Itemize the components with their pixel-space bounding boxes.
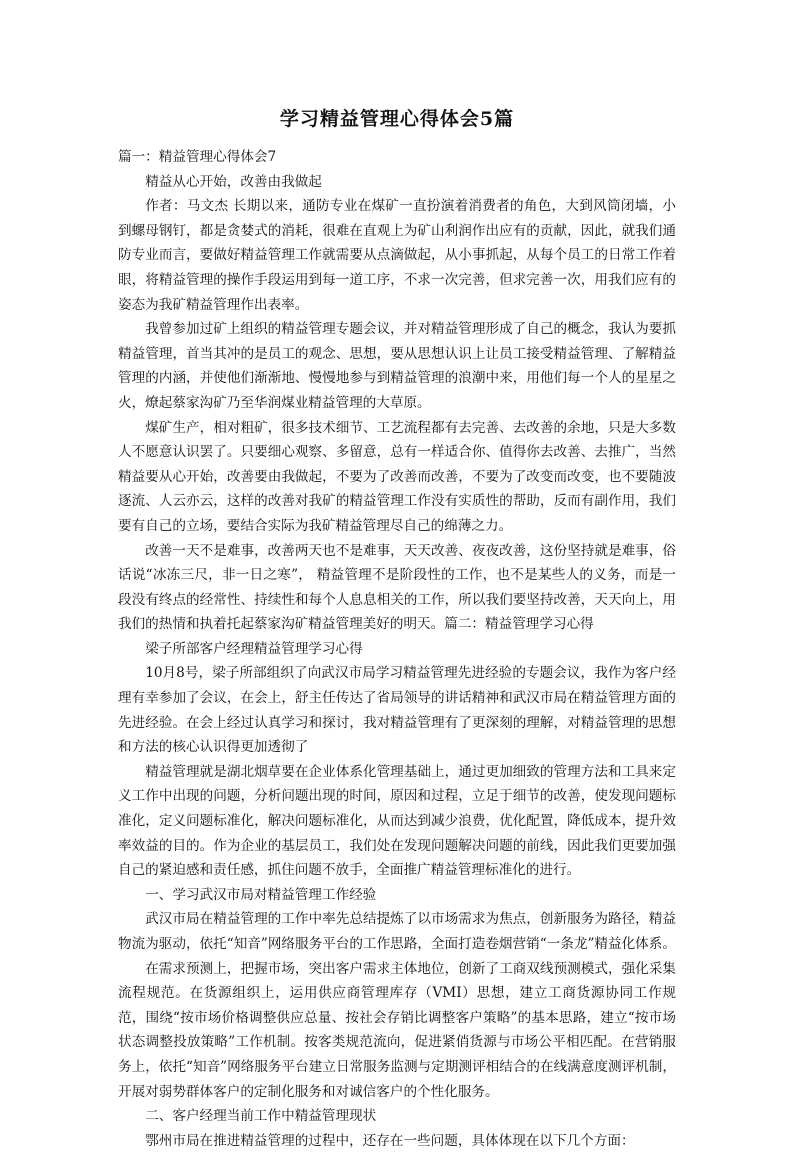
paragraph: 在需求预测上，把握市场，突出客户需求主体地位，创新了工商双线预测模式，强化采集流程规范。在货源组织上，运用供应商管理库存（VMI）思想，建立工商货源协同工作规范，围绕“按市场价格调整供应总量、按社会存销比调整客户策略”的基本思路，建立“按市场状态调整投放策略”工作机制。按客类规范流向，促进紧俏货源与市场公平相匹配。在营销服务上，依托“知音”网络服务平台建立日常服务监测与定期测评相结合的在线满意度测评机制，开展对弱势群体客户的定制化服务和对诚信客户的个性化服务。 <box>118 960 676 1100</box>
paragraph: 精益管理就是湖北烟草要在企业体系化管理基础上，通过更加细致的管理方法和工具来定义工作中出现的问题，分析问题出现的时间，原因和过程，立足于细节的改善，使发现问题标准化，定义问题标准化，解决问题标准化，从而达到减少浪费，优化配置，降低成本，提升效率效益的目的。作为企业的基层员工，我们处在发现问题解决问题的前线，因此我们更要加强自己的紧迫感和责任感，抓住问题不放手，全面推广精益管理标准化的进行。 <box>118 763 676 879</box>
subsection-heading: 二、客户经理当前工作中精益管理现状 <box>145 1108 377 1125</box>
paragraph: 鄂州市局在推进精益管理的过程中，还存在一些问题，具体体现在以下几个方面： <box>145 1132 635 1149</box>
section-subtitle: 梁子所部客户经理精益管理学习心得 <box>145 640 363 657</box>
document-title: 学习精益管理心得体会5篇 <box>279 108 515 130</box>
paragraph: 改善一天不是难事，改善两天也不是难事，天天改善、夜夜改善，这份坚持就是难事，俗话说“冰冻三尺，非一日之寒”， 精益管理不是阶段性的工作，也不是某些人的义务，而是一段没有终点的经常性、持续性和每个人息息相关的工作，所以我们要坚持改善，天天向上，用我们的热情和执着托起蔡家沟矿精益管理美好的明天。篇二：精益管理学习心得 <box>118 542 676 633</box>
paragraph: 我曾参加过矿上组织的精益管理专题会议，并对精益管理形成了自己的概念，我认为要抓精益管理，首当其冲的是员工的观念、思想，要从思想认识上让员工接受精益管理、了解精益管理的内涵，并使他们渐渐地、慢慢地参与到精益管理的浪潮中来，用他们每一个人的星星之火，燎起蔡家沟矿乃至华润煤业精益管理的大草原。 <box>118 321 676 411</box>
paragraph: 武汉市局在精益管理的工作中率先总结提炼了以市场需求为焦点，创新服务为路径，精益物流为驱动，依托“知音”网络服务平台的工作思路，全面打造卷烟营销“一条龙”精益化体系。 <box>118 911 676 952</box>
section-subtitle: 精益从心开始，改善由我做起 <box>145 173 322 190</box>
section-heading: 篇一：精益管理心得体会7 <box>118 149 277 165</box>
paragraph: 煤矿生产，相对粗矿，很多技术细节、工艺流程都有去完善、去改善的余地，只是大多数人不愿意认识罢了。只要细心观察、多留意，总有一样适合你、值得你去改善、去推广，当然精益要从心开始，改善要由我做起，不要为了改善而改善，不要为了改变而改变，也不要随波逐流、人云亦云，这样的改善对我矿的精益管理工作没有实质性的帮助，反而有副作用，我们要有自己的立场，要结合实际为我矿精益管理尽自己的绵薄之力。 <box>118 419 676 534</box>
subsection-heading: 一、学习武汉市局对精益管理工作经验 <box>145 886 377 903</box>
paragraph: 10月8号，梁子所部组织了向武汉市局学习精益管理先进经验的专题会议，我作为客户经理有幸参加了会议，在会上，舒主任传达了省局领导的讲话精神和武汉市局在精益管理方面的先进经验。在会上经过认真学习和探讨，我对精益管理有了更深刻的理解，对精益管理的思想和方法的核心认识得更加透彻了 <box>118 665 676 756</box>
paragraph: 作者：马文杰 长期以来，通防专业在煤矿一直扮演着消费者的角色，大到风筒闭墙，小到螺母钢钉，都是贪婪式的消耗，很难在直观上为矿山利润作出应有的贡献，因此，就我们通防专业而言，要做好精益管理工作就需要从点滴做起，从小事抓起，从每个员工的日常工作着眼，将精益管理的操作手段运用到每一道工序，不求一次完善，但求完善一次，用我们应有的姿态为我矿精益管理作出表率。 <box>118 198 676 313</box>
